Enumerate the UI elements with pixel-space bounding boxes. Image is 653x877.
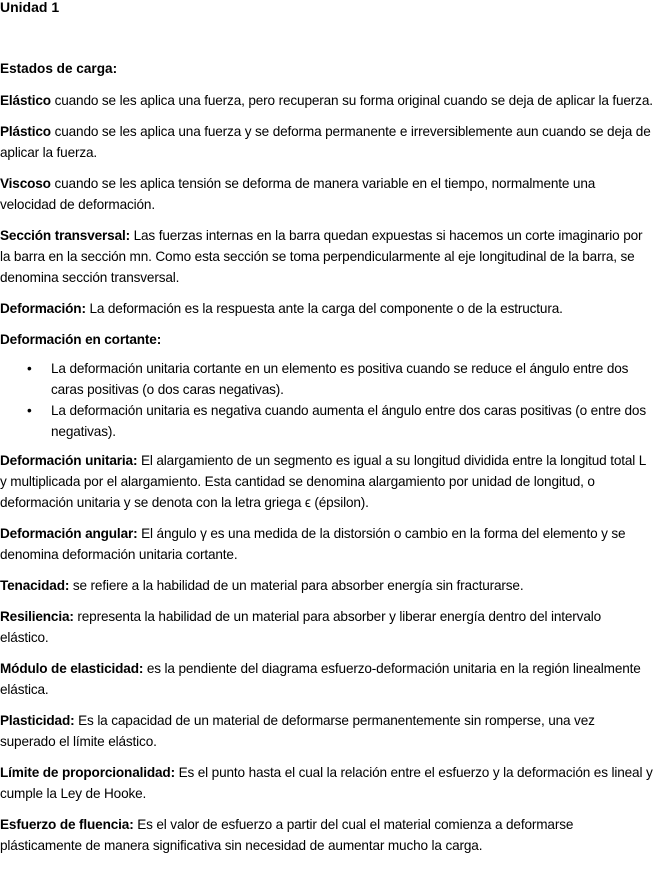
paragraph-seccion-transversal [0,225,653,288]
bullet-icon: • [27,361,32,376]
term-deformacion-cortante: Deformación en cortante: [0,332,162,347]
definition-viscoso: cuando se les aplica tensión se deforma de manera variable en el tiempo, normalmente una velocidad de deformación. [0,176,596,212]
paragraph-plasticidad [0,710,653,752]
paragraph-deformacion [0,298,653,319]
paragraph-viscoso [0,173,653,215]
list-item-text: La deformación unitaria cortante en un elemento es positiva cuando se reduce el ángulo entre dos caras positivas (o dos caras negativas). [51,361,629,397]
definition-deformacion-unitaria: El alargamiento de un segmento es igual a su longitud dividida entre la longitud total L y multiplicada por el alargamiento. Esta cantidad se denomina alargamiento por unidad de longitud, o deformación unitaria y se denota con la letra griega ϵ (épsilon). [0,453,646,510]
definition-deformacion: La deformación es la respuesta ante la carga del componente o de la estructura. [85,301,563,316]
term-viscoso: Viscoso [0,176,51,191]
definition-plasticidad: Es la capacidad de un material de deformarse permanentemente sin romperse, una vez superado el límite elástico. [0,713,595,749]
definition-tenacidad: se refiere a la habilidad de un material para absorber energía sin fracturarse. [69,578,524,593]
bullet-list [0,358,653,442]
definition-seccion-transversal: Las fuerzas internas en la barra quedan expuestas si hacemos un corte imaginario por la barra en la sección mn. Como esta sección se toma perpendicularmente al eje longitudinal de la barra, se denomina sección transversal. [0,228,643,285]
definition-modulo-elasticidad: es la pendiente del diagrama esfuerzo-deformación unitaria en la región linealmente elástica. [0,661,641,697]
paragraph-deformacion-angular [0,523,653,565]
paragraph-esfuerzo-fluencia [0,814,653,856]
list-item [0,400,653,442]
definition-resiliencia: representa la habilidad de un material para absorber y liberar energía dentro del intervalo elástico. [0,609,602,645]
section-heading: Estados de carga: [0,61,118,76]
paragraph-resiliencia [0,606,653,648]
bullet-icon: • [27,403,32,418]
paragraph-limite-proporcionalidad [0,762,653,804]
term-elastico: Elástico [0,93,51,108]
term-deformacion-unitaria: Deformación unitaria: [0,453,138,468]
term-resiliencia: Resiliencia: [0,609,74,624]
definition-esfuerzo-fluencia: Es el valor de esfuerzo a partir del cual el material comienza a deformarse plásticamente de manera significativa sin necesidad de aumentar mucho la carga. [0,817,574,853]
term-plastico: Plástico [0,124,51,139]
paragraph-deformacion-cortante [0,329,653,350]
term-modulo-elasticidad: Módulo de elasticidad: [0,661,144,676]
paragraph-modulo-elasticidad [0,658,653,700]
term-tenacidad: Tenacidad: [0,578,70,593]
term-deformacion: Deformación: [0,301,86,316]
definition-deformacion-angular: El ángulo γ es una medida de la distorsión o cambio en la forma del elemento y se denomina deformación unitaria cortante. [0,526,626,562]
paragraph-plastico [0,121,653,163]
term-limite-proporcionalidad: Límite de proporcionalidad: [0,765,175,780]
definition-limite-proporcionalidad: Es el punto hasta el cual la relación entre el esfuerzo y la deformación es lineal y cumple la Ley de Hooke. [0,765,653,801]
term-seccion-transversal: Sección transversal: [0,228,130,243]
definition-elastico: cuando se les aplica una fuerza, pero recuperan su forma original cuando se deja de aplicar la fuerza. [50,93,653,108]
document-title: Unidad 1 [0,0,60,15]
definition-plastico: cuando se les aplica una fuerza y se deforma permanente e irreversiblemente aun cuando se deja de aplicar la fuerza. [0,124,651,160]
paragraph-elastico [0,90,653,111]
list-item [0,358,653,400]
paragraph-tenacidad [0,575,653,596]
term-plasticidad: Plasticidad: [0,713,75,728]
paragraph-deformacion-unitaria [0,450,653,513]
term-deformacion-angular: Deformación angular: [0,526,138,541]
document-body [0,90,653,866]
list-item-text: La deformación unitaria es negativa cuando aumenta el ángulo entre dos caras positivas (o entre dos negativas). [51,403,646,439]
term-esfuerzo-fluencia: Esfuerzo de fluencia: [0,817,134,832]
